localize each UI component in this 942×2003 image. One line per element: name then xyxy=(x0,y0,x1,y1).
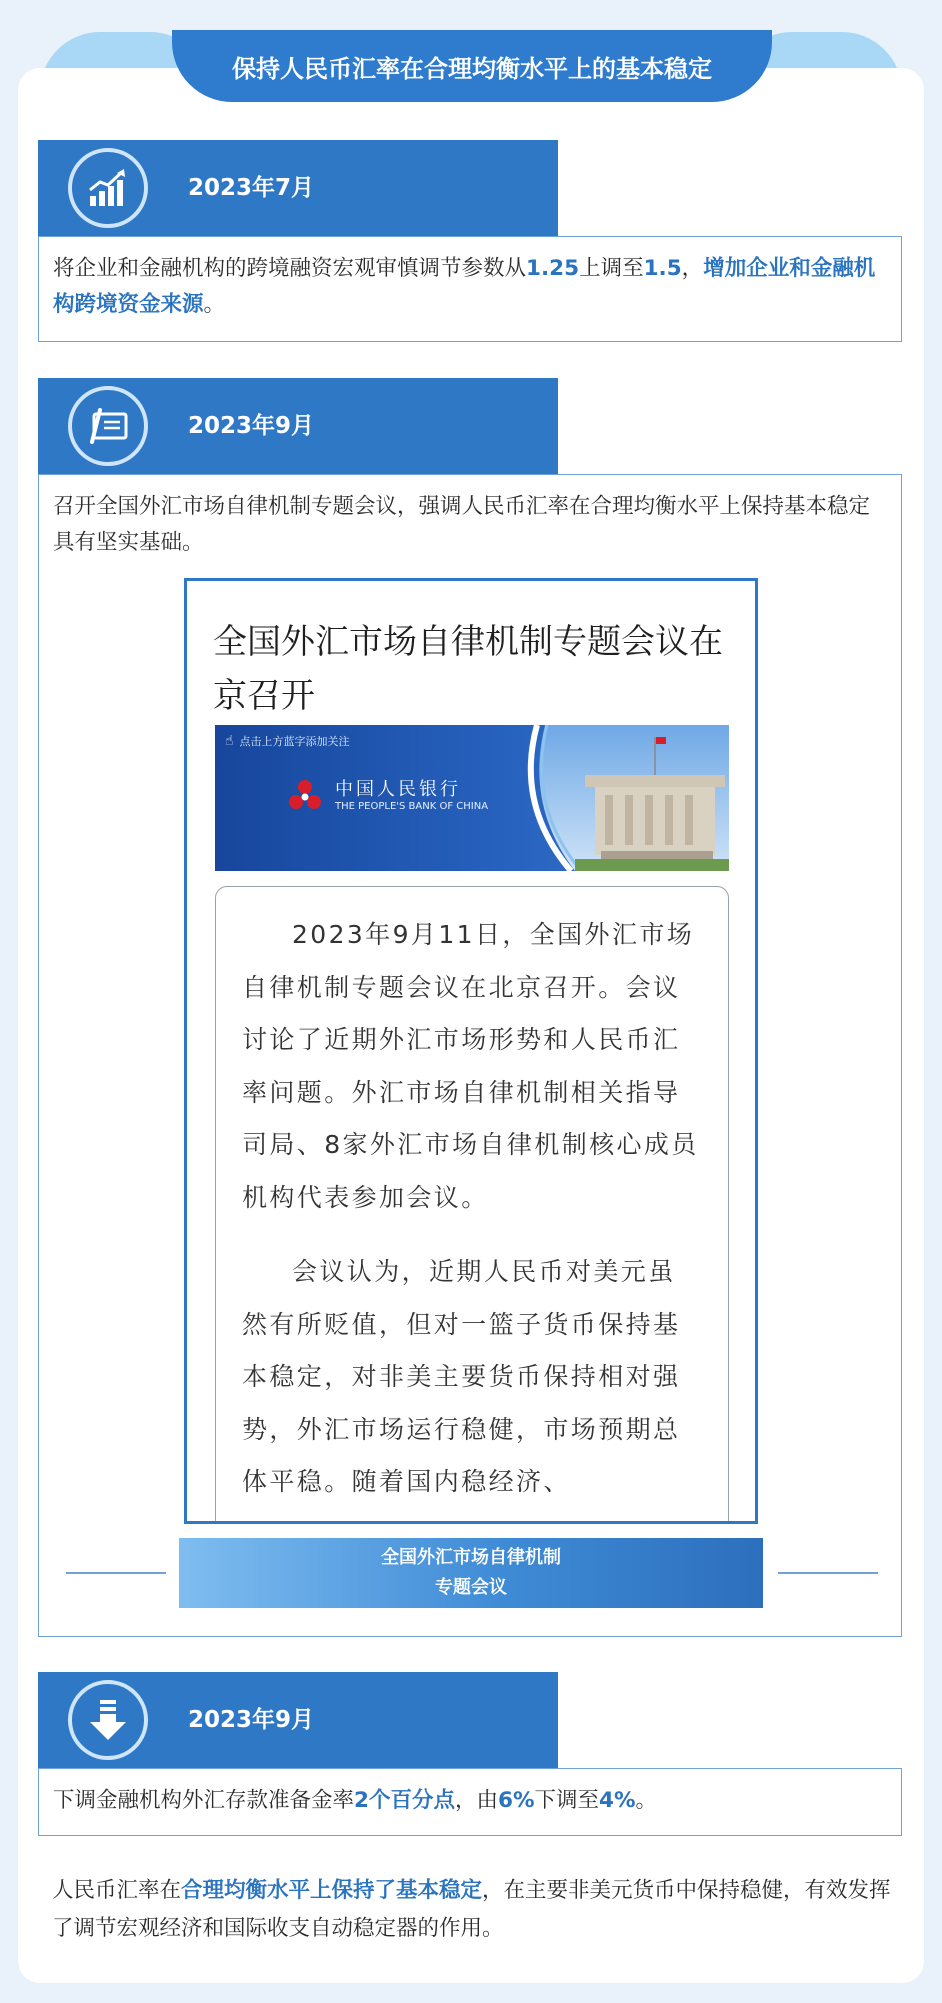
article-headline: 全国外汇市场自律机制专题会议在京召开 xyxy=(213,622,723,716)
caption-line-2: 专题会议 xyxy=(435,1577,507,1598)
tap-icon: ☝ xyxy=(225,733,234,749)
article-screenshot xyxy=(184,578,758,1524)
bank-name-en: THE PEOPLE'S BANK OF CHINA xyxy=(335,801,489,812)
closing-paragraph xyxy=(52,1872,902,1948)
old-parameter-value: 1.25 xyxy=(526,256,580,281)
new-parameter-value: 1.5 xyxy=(643,256,682,281)
document-pen-icon xyxy=(68,386,148,466)
cut-amount: 2个百分点 xyxy=(354,1788,455,1813)
text-segment: 下调至 xyxy=(534,1788,600,1813)
section-text xyxy=(39,237,901,337)
page-title xyxy=(172,30,772,102)
text-segment: 。 xyxy=(203,292,226,317)
highlight-text: 合理均衡水平上保持了基本稳定 xyxy=(181,1878,483,1903)
section-text: 召开全国外汇市场自律机制专题会议，强调人民币汇率在合理均衡水平上保持基本稳定具有坚实基础。 xyxy=(53,494,871,555)
section-date: 2023年7月 xyxy=(188,175,315,201)
highlight-text: 增加企业和金融机构跨境资金来源 xyxy=(53,256,876,317)
follow-hint-text: 点击上方蓝字添加关注 xyxy=(239,735,350,748)
text-segment: ， xyxy=(681,256,704,281)
text-segment: 下调金融机构外汇存款准备金率 xyxy=(53,1788,355,1813)
article-body xyxy=(215,886,729,1524)
pboc-logo-icon xyxy=(285,775,325,815)
down-arrow-icon xyxy=(68,1680,148,1760)
section-date: 2023年9月 xyxy=(188,1707,315,1733)
article-paragraph-2: 会议认为，近期人民币对美元虽然有所贬值，但对一篮子货币保持基本稳定，对非美主要货币保持相对强势，外汇市场运行稳健，市场预期总体平稳。随着国内稳经济、 xyxy=(242,1257,681,1496)
article-caption xyxy=(179,1538,763,1608)
caption-divider-right xyxy=(778,1572,878,1574)
bank-building-image xyxy=(515,725,729,871)
caption-divider-left xyxy=(66,1572,166,1574)
section-date: 2023年9月 xyxy=(188,413,315,439)
date-bar-2 xyxy=(38,378,558,474)
caption-line-1: 全国外汇市场自律机制 xyxy=(381,1547,561,1568)
text-segment: 上调至 xyxy=(579,256,644,281)
text-segment: 将企业和金融机构的跨境融资宏观审慎调节参数从 xyxy=(53,256,527,281)
new-rate: 4% xyxy=(599,1788,636,1813)
article-paragraph-1: 2023年9月11日，全国外汇市场自律机制专题会议在北京召开。会议讨论了近期外汇市场形势和人民币汇率问题。外汇市场自律机制相关指导司局、8家外汇市场自律机制核心成员机构代表参加会议。 xyxy=(242,920,699,1212)
pboc-banner xyxy=(215,725,729,871)
bank-name-cn: 中国人民银行 xyxy=(335,779,461,800)
page-title-text: 保持人民币汇率在合理均衡水平上的基本稳定 xyxy=(232,54,712,83)
section-text xyxy=(39,1769,901,1833)
section-text-box-1 xyxy=(38,236,902,342)
old-rate: 6% xyxy=(498,1788,535,1813)
date-bar-3 xyxy=(38,1672,558,1768)
text-segment: ，在主要非美元货币中保持稳健，有效发挥了调节宏观经济和国际收支自动稳定器的作用。 xyxy=(52,1878,891,1941)
section-text-box-3 xyxy=(38,1768,902,1836)
follow-hint xyxy=(225,733,350,749)
date-bar-1 xyxy=(38,140,558,236)
text-segment: ，由 xyxy=(454,1788,498,1813)
text-segment: 人民币汇率在 xyxy=(52,1878,182,1903)
text-segment: 。 xyxy=(635,1788,658,1813)
rising-chart-icon xyxy=(68,148,148,228)
